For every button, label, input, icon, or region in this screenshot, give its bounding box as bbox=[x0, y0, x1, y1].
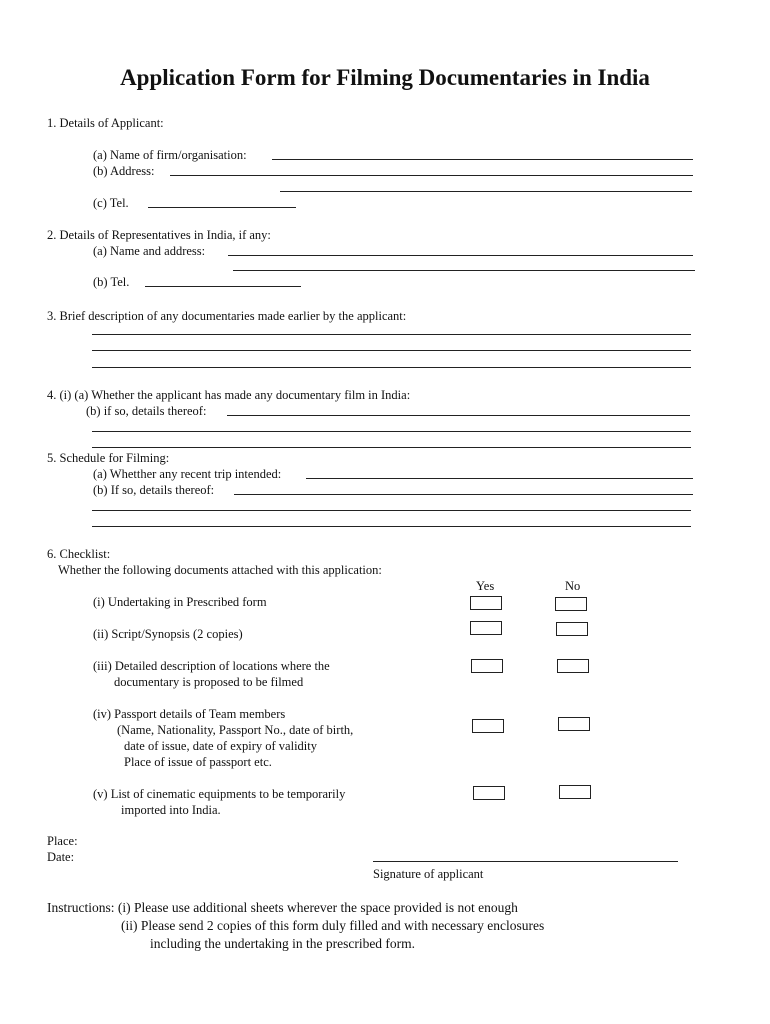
tel-label: (c) Tel. bbox=[93, 196, 129, 210]
instructions-line-1: Instructions: (i) Please use additional sheets wherever the space provided is not enough bbox=[47, 900, 518, 915]
india-film-details-label: (b) if so, details thereof: bbox=[86, 404, 207, 418]
checklist-item-iv-line-4: Place of issue of passport etc. bbox=[124, 755, 272, 769]
checklist-item-v-line-1: (v) List of cinematic equipments to be temporarily bbox=[93, 787, 346, 801]
description-line-1[interactable] bbox=[92, 334, 691, 335]
signature-line[interactable] bbox=[373, 861, 678, 862]
checklist-item-iv-line-2: (Name, Nationality, Passport No., date of birth, bbox=[117, 723, 354, 737]
rep-name-address-field-line-2[interactable] bbox=[233, 270, 695, 271]
checklist-intro: Whether the following documents attached with this application: bbox=[58, 563, 382, 577]
address-field-line-2[interactable] bbox=[280, 191, 692, 192]
instructions-line-2: (ii) Please send 2 copies of this form duly filled and with necessary enclosures bbox=[121, 918, 545, 933]
checklist-item-iv-line-1: (iv) Passport details of Team members bbox=[93, 707, 286, 721]
checklist-item-v-line-2: imported into India. bbox=[121, 803, 221, 817]
checklist-item-i: (i) Undertaking in Prescribed form bbox=[93, 595, 267, 609]
trip-details-line-1[interactable] bbox=[234, 494, 693, 495]
recent-trip-field[interactable] bbox=[306, 478, 693, 479]
checklist-item-iv-line-3: date of issue, date of expiry of validity bbox=[124, 739, 317, 753]
rep-name-address-field-line-1[interactable] bbox=[228, 255, 693, 256]
trip-details-line-2[interactable] bbox=[92, 510, 691, 511]
tel-field[interactable] bbox=[148, 207, 296, 208]
trip-details-label: (b) If so, details thereof: bbox=[93, 483, 215, 497]
no-column-header: No bbox=[565, 579, 581, 593]
date-label: Date: bbox=[47, 850, 75, 864]
section-5-heading: 5. Schedule for Filming: bbox=[47, 451, 170, 465]
checklist-iv-yes-checkbox[interactable] bbox=[472, 719, 504, 733]
checklist-ii-no-checkbox[interactable] bbox=[556, 622, 588, 636]
checklist-i-no-checkbox[interactable] bbox=[555, 597, 587, 611]
rep-tel-field[interactable] bbox=[145, 286, 301, 287]
rep-name-address-label: (a) Name and address: bbox=[93, 244, 206, 258]
india-film-details-line-1[interactable] bbox=[227, 415, 690, 416]
address-label: (b) Address: bbox=[93, 164, 155, 178]
checklist-v-no-checkbox[interactable] bbox=[559, 785, 591, 799]
description-line-2[interactable] bbox=[92, 350, 691, 351]
firm-name-label: (a) Name of firm/organisation: bbox=[93, 148, 247, 162]
trip-details-line-3[interactable] bbox=[92, 526, 691, 527]
checklist-v-yes-checkbox[interactable] bbox=[473, 786, 505, 800]
yes-column-header: Yes bbox=[476, 579, 495, 593]
checklist-item-iii-line-2: documentary is proposed to be filmed bbox=[114, 675, 304, 689]
india-film-details-line-3[interactable] bbox=[92, 447, 691, 448]
section-2-heading: 2. Details of Representatives in India, if any: bbox=[47, 228, 271, 242]
signature-label: Signature of applicant bbox=[373, 867, 484, 881]
description-line-3[interactable] bbox=[92, 367, 691, 368]
checklist-iii-no-checkbox[interactable] bbox=[557, 659, 589, 673]
section-4-heading: 4. (i) (a) Whether the applicant has made any documentary film in India: bbox=[47, 388, 411, 402]
place-label: Place: bbox=[47, 834, 78, 848]
firm-name-field[interactable] bbox=[272, 159, 693, 160]
checklist-iv-no-checkbox[interactable] bbox=[558, 717, 590, 731]
rep-tel-label: (b) Tel. bbox=[93, 275, 130, 289]
checklist-item-ii: (ii) Script/Synopsis (2 copies) bbox=[93, 627, 243, 641]
section-6-heading: 6. Checklist: bbox=[47, 547, 111, 561]
address-field-line-1[interactable] bbox=[170, 175, 693, 176]
checklist-i-yes-checkbox[interactable] bbox=[470, 596, 502, 610]
checklist-item-iii-line-1: (iii) Detailed description of locations where the bbox=[93, 659, 330, 673]
checklist-ii-yes-checkbox[interactable] bbox=[470, 621, 502, 635]
section-3-heading: 3. Brief description of any documentaries made earlier by the applicant: bbox=[47, 309, 407, 323]
recent-trip-label: (a) Whetther any recent trip intended: bbox=[93, 467, 282, 481]
section-1-heading: 1. Details of Applicant: bbox=[47, 116, 164, 130]
india-film-details-line-2[interactable] bbox=[92, 431, 691, 432]
checklist-iii-yes-checkbox[interactable] bbox=[471, 659, 503, 673]
instructions-line-3: including the undertaking in the prescribed form. bbox=[150, 936, 416, 951]
form-title: Application Form for Filming Documentaries in India bbox=[120, 65, 650, 90]
